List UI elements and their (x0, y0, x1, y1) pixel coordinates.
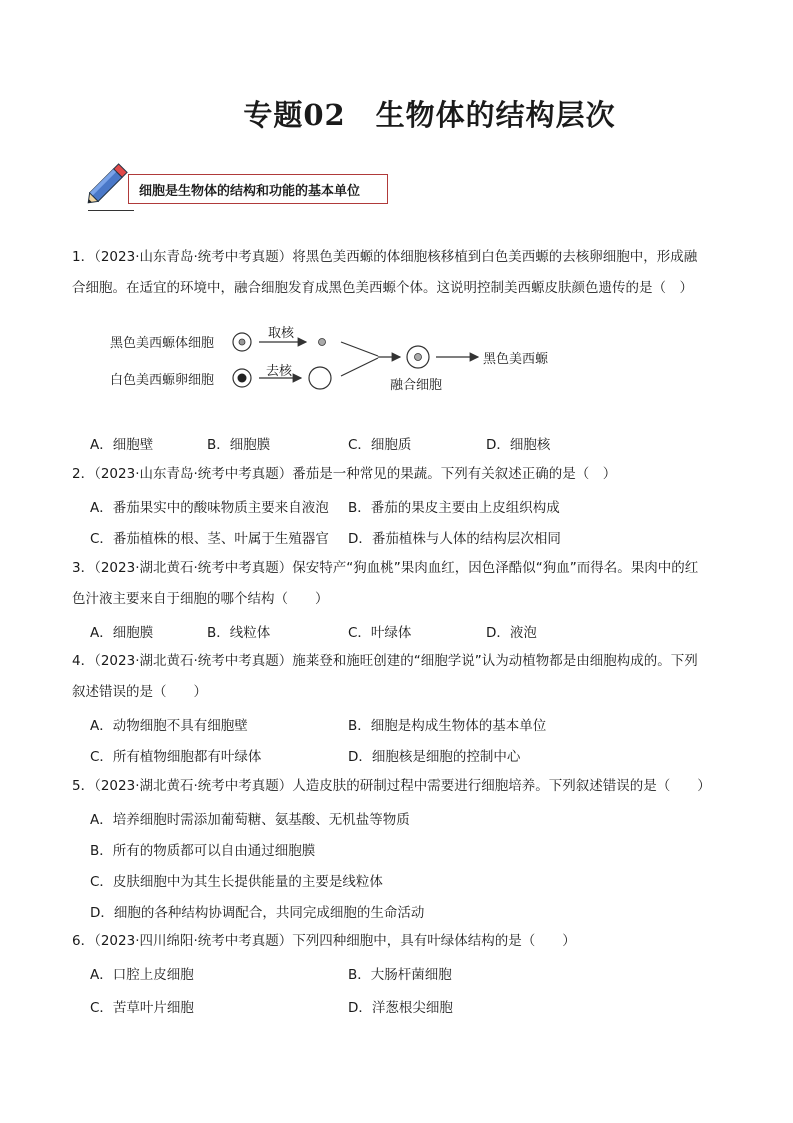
option-d[interactable]: D．液泡 (486, 625, 537, 641)
option-d[interactable]: D．番茄植株与人体的结构层次相同 (348, 531, 561, 547)
label-result: 黑色美西螈 (483, 352, 549, 367)
option-d[interactable]: D．细胞核是细胞的控制中心 (348, 749, 521, 765)
section-underline (88, 210, 134, 211)
question-text: 合细胞。在适宜的环境中，融合细胞发育成黑色美西螈个体。这说明控制美西螈皮肤颜色遗传的是（ ） (72, 280, 693, 296)
option-a[interactable]: A．细胞膜 (90, 625, 154, 641)
option-a[interactable]: A．番茄果实中的酸味物质主要来自液泡 (90, 500, 329, 516)
question-4 (72, 646, 732, 708)
question-text: 6．（2023·四川绵阳·统考中考真题）下列四种细胞中，具有叶绿体结构的是（ ） (72, 933, 576, 949)
black-somatic-cell (233, 333, 251, 351)
option-b[interactable]: B．线粒体 (207, 625, 271, 641)
nucleus (319, 339, 326, 346)
option-c[interactable]: C．细胞质 (348, 437, 412, 453)
option-b[interactable]: B．细胞是构成生物体的基本单位 (348, 718, 547, 734)
question-6 (72, 926, 732, 957)
option-a[interactable]: A．动物细胞不具有细胞壁 (90, 718, 248, 734)
question-5 (72, 771, 732, 802)
option-b[interactable]: B．番茄的果皮主要由上皮组织构成 (348, 500, 560, 516)
option-c[interactable]: C．皮肤细胞中为其生长提供能量的主要是线粒体 (90, 874, 383, 890)
question-1 (72, 242, 732, 304)
fused-cell (407, 346, 429, 368)
section-heading: 细胞是生物体的结构和功能的基本单位 (128, 174, 388, 204)
label-remove-nucleus: 去核 (266, 364, 293, 379)
option-a[interactable]: A．口腔上皮细胞 (90, 967, 194, 983)
question-text: 叙述错误的是（ ） (72, 684, 207, 700)
label-take-nucleus: 取核 (268, 326, 295, 341)
option-c[interactable]: C．叶绿体 (348, 625, 412, 641)
white-egg-cell (233, 369, 251, 387)
question-2 (72, 459, 732, 490)
merge-line-top (341, 342, 378, 356)
question-text: 色汁液主要来自于细胞的哪个结构（ ） (72, 591, 329, 607)
question-text: 5．（2023·湖北黄石·统考中考真题）人造皮肤的研制过程中需要进行细胞培养。下列叙述错误的是（ ） (72, 778, 711, 794)
option-d[interactable]: D．细胞核 (486, 437, 551, 453)
nuclear-transfer-diagram (106, 318, 576, 396)
option-b[interactable]: B．所有的物质都可以自由通过细胞膜 (90, 843, 316, 859)
enucleated-egg (309, 367, 331, 389)
option-a[interactable]: A．细胞壁 (90, 437, 154, 453)
question-text: 2．（2023·山东青岛·统考中考真题）番茄是一种常见的果蔬。下列有关叙述正确的是（ ） (72, 466, 617, 482)
label-black-cell: 黑色美西螈体细胞 (110, 336, 215, 351)
page-title: 专题02 生物体的结构层次 (243, 98, 616, 132)
option-a[interactable]: A．培养细胞时需添加葡萄糖、氨基酸、无机盐等物质 (90, 812, 410, 828)
option-c[interactable]: C．番茄植株的根、茎、叶属于生殖器官 (90, 531, 329, 547)
question-text: 3．（2023·湖北黄石·统考中考真题）保安特产“狗血桃”果肉血红，因色泽酷似“狗血”而得名。果肉中的红 (72, 560, 699, 576)
option-c[interactable]: C．苦草叶片细胞 (90, 1000, 194, 1016)
option-d[interactable]: D．细胞的各种结构协调配合，共同完成细胞的生命活动 (90, 905, 425, 921)
option-d[interactable]: D．洋葱根尖细胞 (348, 1000, 453, 1016)
question-text: 1．（2023·山东青岛·统考中考真题）将黑色美西螈的体细胞核移植到白色美西螈的去核卵细胞中，形成融 (72, 249, 698, 265)
option-b[interactable]: B．细胞膜 (207, 437, 271, 453)
question-text: 4．（2023·湖北黄石·统考中考真题）施莱登和施旺创建的“细胞学说”认为动植物都是由细胞构成的。下列 (72, 653, 698, 669)
merge-line-bottom (341, 358, 378, 376)
label-white-egg: 白色美西螈卵细胞 (110, 373, 215, 388)
option-c[interactable]: C．所有植物细胞都有叶绿体 (90, 749, 262, 765)
option-b[interactable]: B．大肠杆菌细胞 (348, 967, 452, 983)
label-fused-cell: 融合细胞 (390, 378, 443, 393)
question-3 (72, 553, 732, 615)
